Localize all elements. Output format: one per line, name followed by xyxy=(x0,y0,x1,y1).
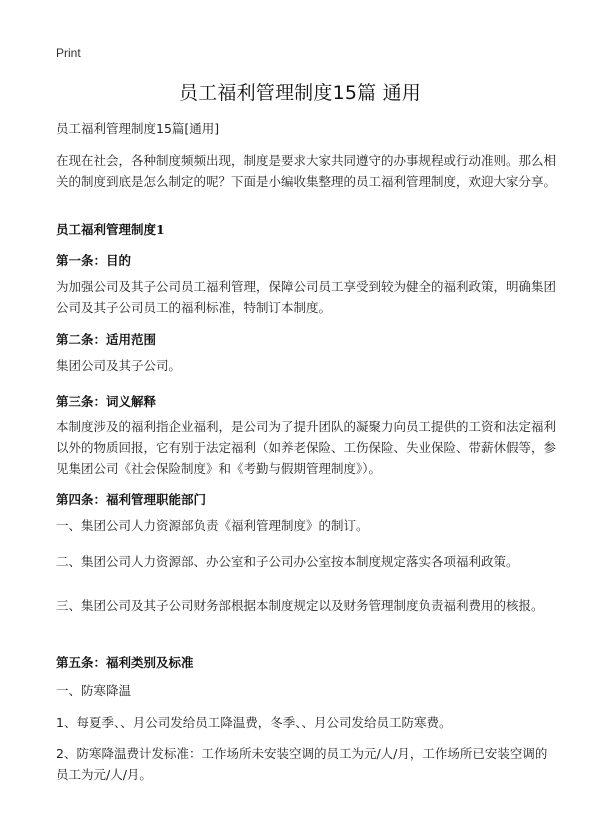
article-5-heading: 第五条：福利类别及标准 xyxy=(56,655,194,670)
article-4-item: 一、集团公司人力资源部负责《福利管理制度》的制订。 xyxy=(56,518,369,533)
print-label[interactable]: Print xyxy=(56,46,81,60)
article-4-item: 三、集团公司及其子公司财务部根据本制度规定以及财务管理制度负责福利费用的核报。 xyxy=(56,598,544,613)
article-1-body: 为加强公司及其子公司员工福利管理，保障公司员工享受到较为健全的福利政策，明确集团公司及其子公司员工的福利标准，特制订本制度。 xyxy=(56,279,557,315)
article-3-heading: 第三条：词义解释 xyxy=(56,394,157,409)
article-4-item: 二、集团公司人力资源部、办公室和子公司办公室按本制度规定落实各项福利政策。 xyxy=(56,554,519,569)
intro-paragraph: 在现在社会，各种制度频频出现，制度是要求大家共同遵守的办事规程或行动准则。那么相关的制度到底是怎么制定的呢？下面是小编收集整理的员工福利管理制度，欢迎大家分享。 xyxy=(56,153,557,189)
article-1-heading: 第一条：目的 xyxy=(56,253,132,268)
article-4-heading: 第四条：福利管理职能部门 xyxy=(56,492,207,507)
article-3-body: 本制度涉及的福利指企业福利，是公司为了提升团队的凝聚力向员工提供的工资和法定福利以外的物质回报，它有别于法定福利（如养老保险、工伤保险、失业保险、带薪休假等，参见集团公司《社会保险制度》和《考勤与假期管理制度》）。 xyxy=(56,419,557,476)
article-5-item: 2、防寒降温费计发标准：工作场所未安装空调的员工为元/人/月，工作场所已安装空调的员工为元/人/月。 xyxy=(56,746,548,782)
article-2-body: 集团公司及其子公司。 xyxy=(56,358,182,373)
document-title: 员工福利管理制度15篇 通用 xyxy=(178,82,422,104)
article-5-item: 一、防寒降温 xyxy=(56,683,132,698)
article-5-item: 1、每夏季、、月公司发给员工降温费，冬季、、月公司发给员工防寒费。 xyxy=(56,715,452,730)
section-title: 员工福利管理制度1 xyxy=(56,222,165,237)
article-2-heading: 第二条：适用范围 xyxy=(56,332,157,347)
document-subtitle: 员工福利管理制度15篇[通用] xyxy=(56,121,220,136)
